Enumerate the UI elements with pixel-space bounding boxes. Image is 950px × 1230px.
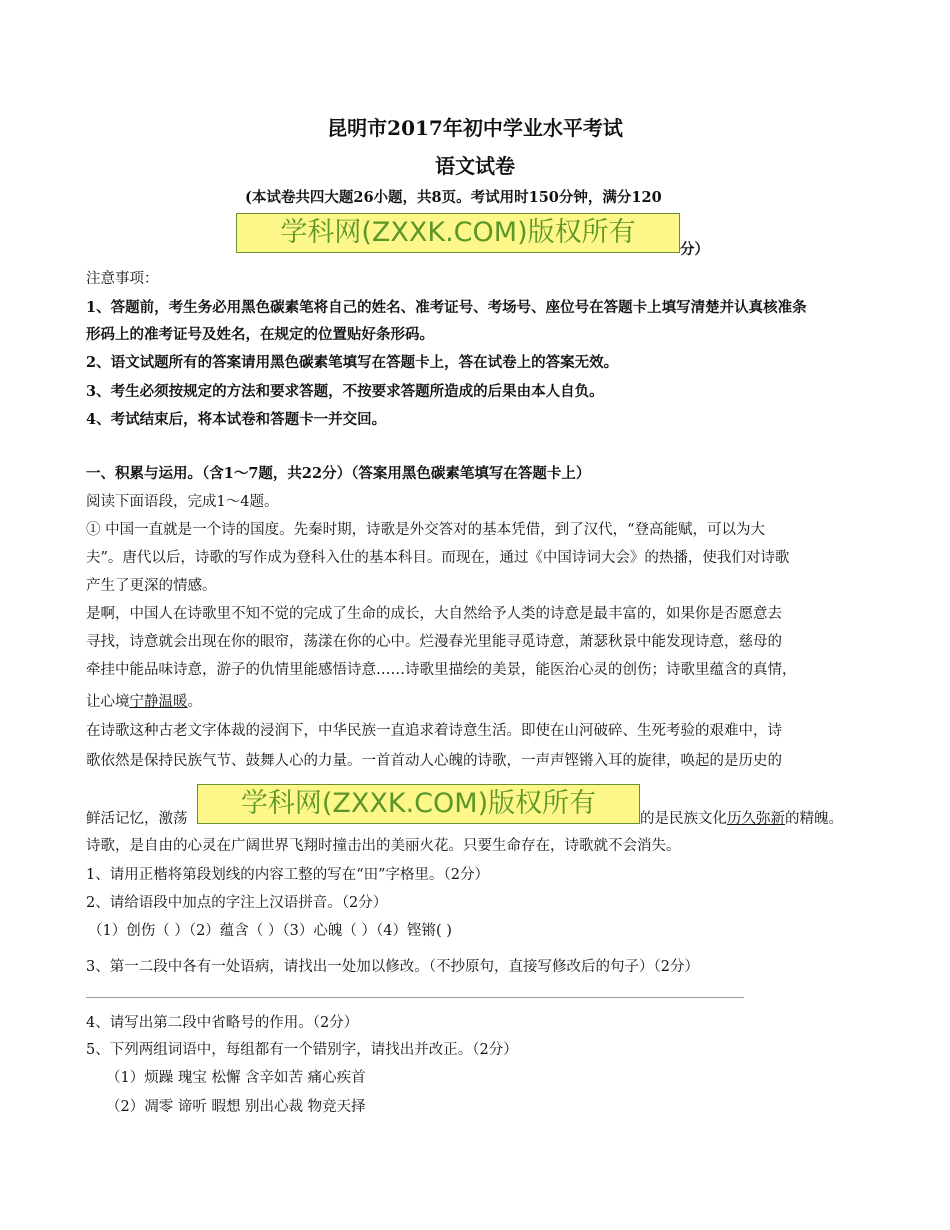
passage-text: 。 [187,694,202,710]
exam-instructions-end: 分） [680,241,709,258]
passage-line: 在诗歌这种古老文字体裁的浸润下，中华民族一直追求着诗意生活。即使在山河破碎、生死考验的艰难中，诗 [86,723,782,739]
passage-text: 的是民族文化 [640,811,727,827]
passage-line: 夫”。唐代以后，诗歌的写作成为登科入仕的基本科目。而现在，通过《中国诗词大会》的热播，使我们对诗歌 [86,550,790,566]
watermark-banner-top: 学科网(ZXXK.COM)版权所有 [236,213,680,253]
passage-line: 寻找，诗意就会出现在你的眼帘，荡漾在你的心中。烂漫春光里能寻觅诗意，萧瑟秋景中能发现诗意，慈母的 [86,634,782,650]
note-item: 2、语文试题所有的答案请用黑色碳素笔填写在答题卡上，答在试卷上的答案无效。 [86,354,619,371]
note-item: 4、考试结束后，将本试卷和答题卡一并交回。 [86,411,387,428]
passage-line [86,690,202,711]
passage-line-start: 鲜活记忆，激荡 [86,811,188,827]
section-heading: 一、积累与运用。（含1～7题，共22分）（答案用黑色碳素笔填写在答题卡上） [86,465,591,482]
passage-line: ① 中国一直就是一个诗的国度。先秦时期，诗歌是外交答对的基本凭借，到了汉代，“登高能赋，可以为大 [86,522,766,538]
question-5: 5、下列两组词语中，每组都有一个错别字，请找出并改正。（2分） [86,1042,518,1058]
passage-line-end [640,807,843,828]
exam-subtitle: 语文试卷 [435,154,515,178]
reading-intro: 阅读下面语段，完成1～4题。 [86,494,279,510]
watermark-banner-middle: 学科网(ZXXK.COM)版权所有 [197,784,640,824]
question-4: 4、请写出第二段中省略号的作用。（2分） [86,1015,359,1031]
underlined-phrase: 宁静温暖 [129,694,188,710]
exam-instructions: (本试卷共四大题26小题，共8页。考试用时150分钟，满分120 [245,189,662,206]
passage-line: 歌依然是保持民族气节、鼓舞人心的力量。一首首动人心魄的诗歌，一声声铿锵入耳的旋律，唤起的是历史的 [86,753,782,769]
passage-line: 诗歌，是自由的心灵在广阔世界飞翔时撞击出的美丽火花。只要生命存在，诗歌就不会消失。 [86,838,681,854]
question-5-group-2: （2）凋零 谛听 暇想 别出心裁 物竞天择 [106,1099,366,1115]
answer-line [86,997,744,998]
question-2-items: （1）创伤（ ）（2）蕴含（ ）（3）心魄（ ）（4）铿锵( ) [88,923,452,939]
passage-text: 让心境 [86,694,130,710]
exam-title: 昆明市2017年初中学业水平考试 [327,116,623,140]
question-5-group-1: （1）烦躁 瑰宝 松懈 含辛如苦 痛心疾首 [106,1070,366,1086]
notes-heading: 注意事项： [86,271,159,287]
passage-text: 的精魄。 [785,811,843,827]
question-3: 3、第一二段中各有一处语病，请找出一处加以修改。（不抄原句，直接写修改后的句子）（2分） [86,959,699,975]
note-item: 3、考生必须按规定的方法和要求答题，不按要求答题所造成的后果由本人自负。 [86,383,604,400]
question-1: 1、请用正楷将第段划线的内容工整的写在“田”字格里。（2分） [86,867,490,883]
passage-line: 产生了更深的情感。 [86,578,217,594]
underlined-phrase: 历久弥新 [727,811,785,827]
note-item: 形码上的准考证号及姓名，在规定的位置贴好条形码。 [86,326,434,343]
note-item: 1、答题前，考生务必用黑色碳素笔将自己的姓名、准考证号、考场号、座位号在答题卡上填写清楚并认真核准条 [86,299,807,316]
question-2: 2、请给语段中加点的字注上汉语拼音。（2分） [86,895,388,911]
passage-line: 是啊，中国人在诗歌里不知不觉的完成了生命的成长，大自然给予人类的诗意是最丰富的，如果你是否愿意去 [86,606,782,622]
passage-line: 牵挂中能品味诗意，游子的仇情里能感悟诗意……诗歌里描绘的美景，能医治心灵的创伤；诗歌里蕴含的真情， [86,662,797,678]
